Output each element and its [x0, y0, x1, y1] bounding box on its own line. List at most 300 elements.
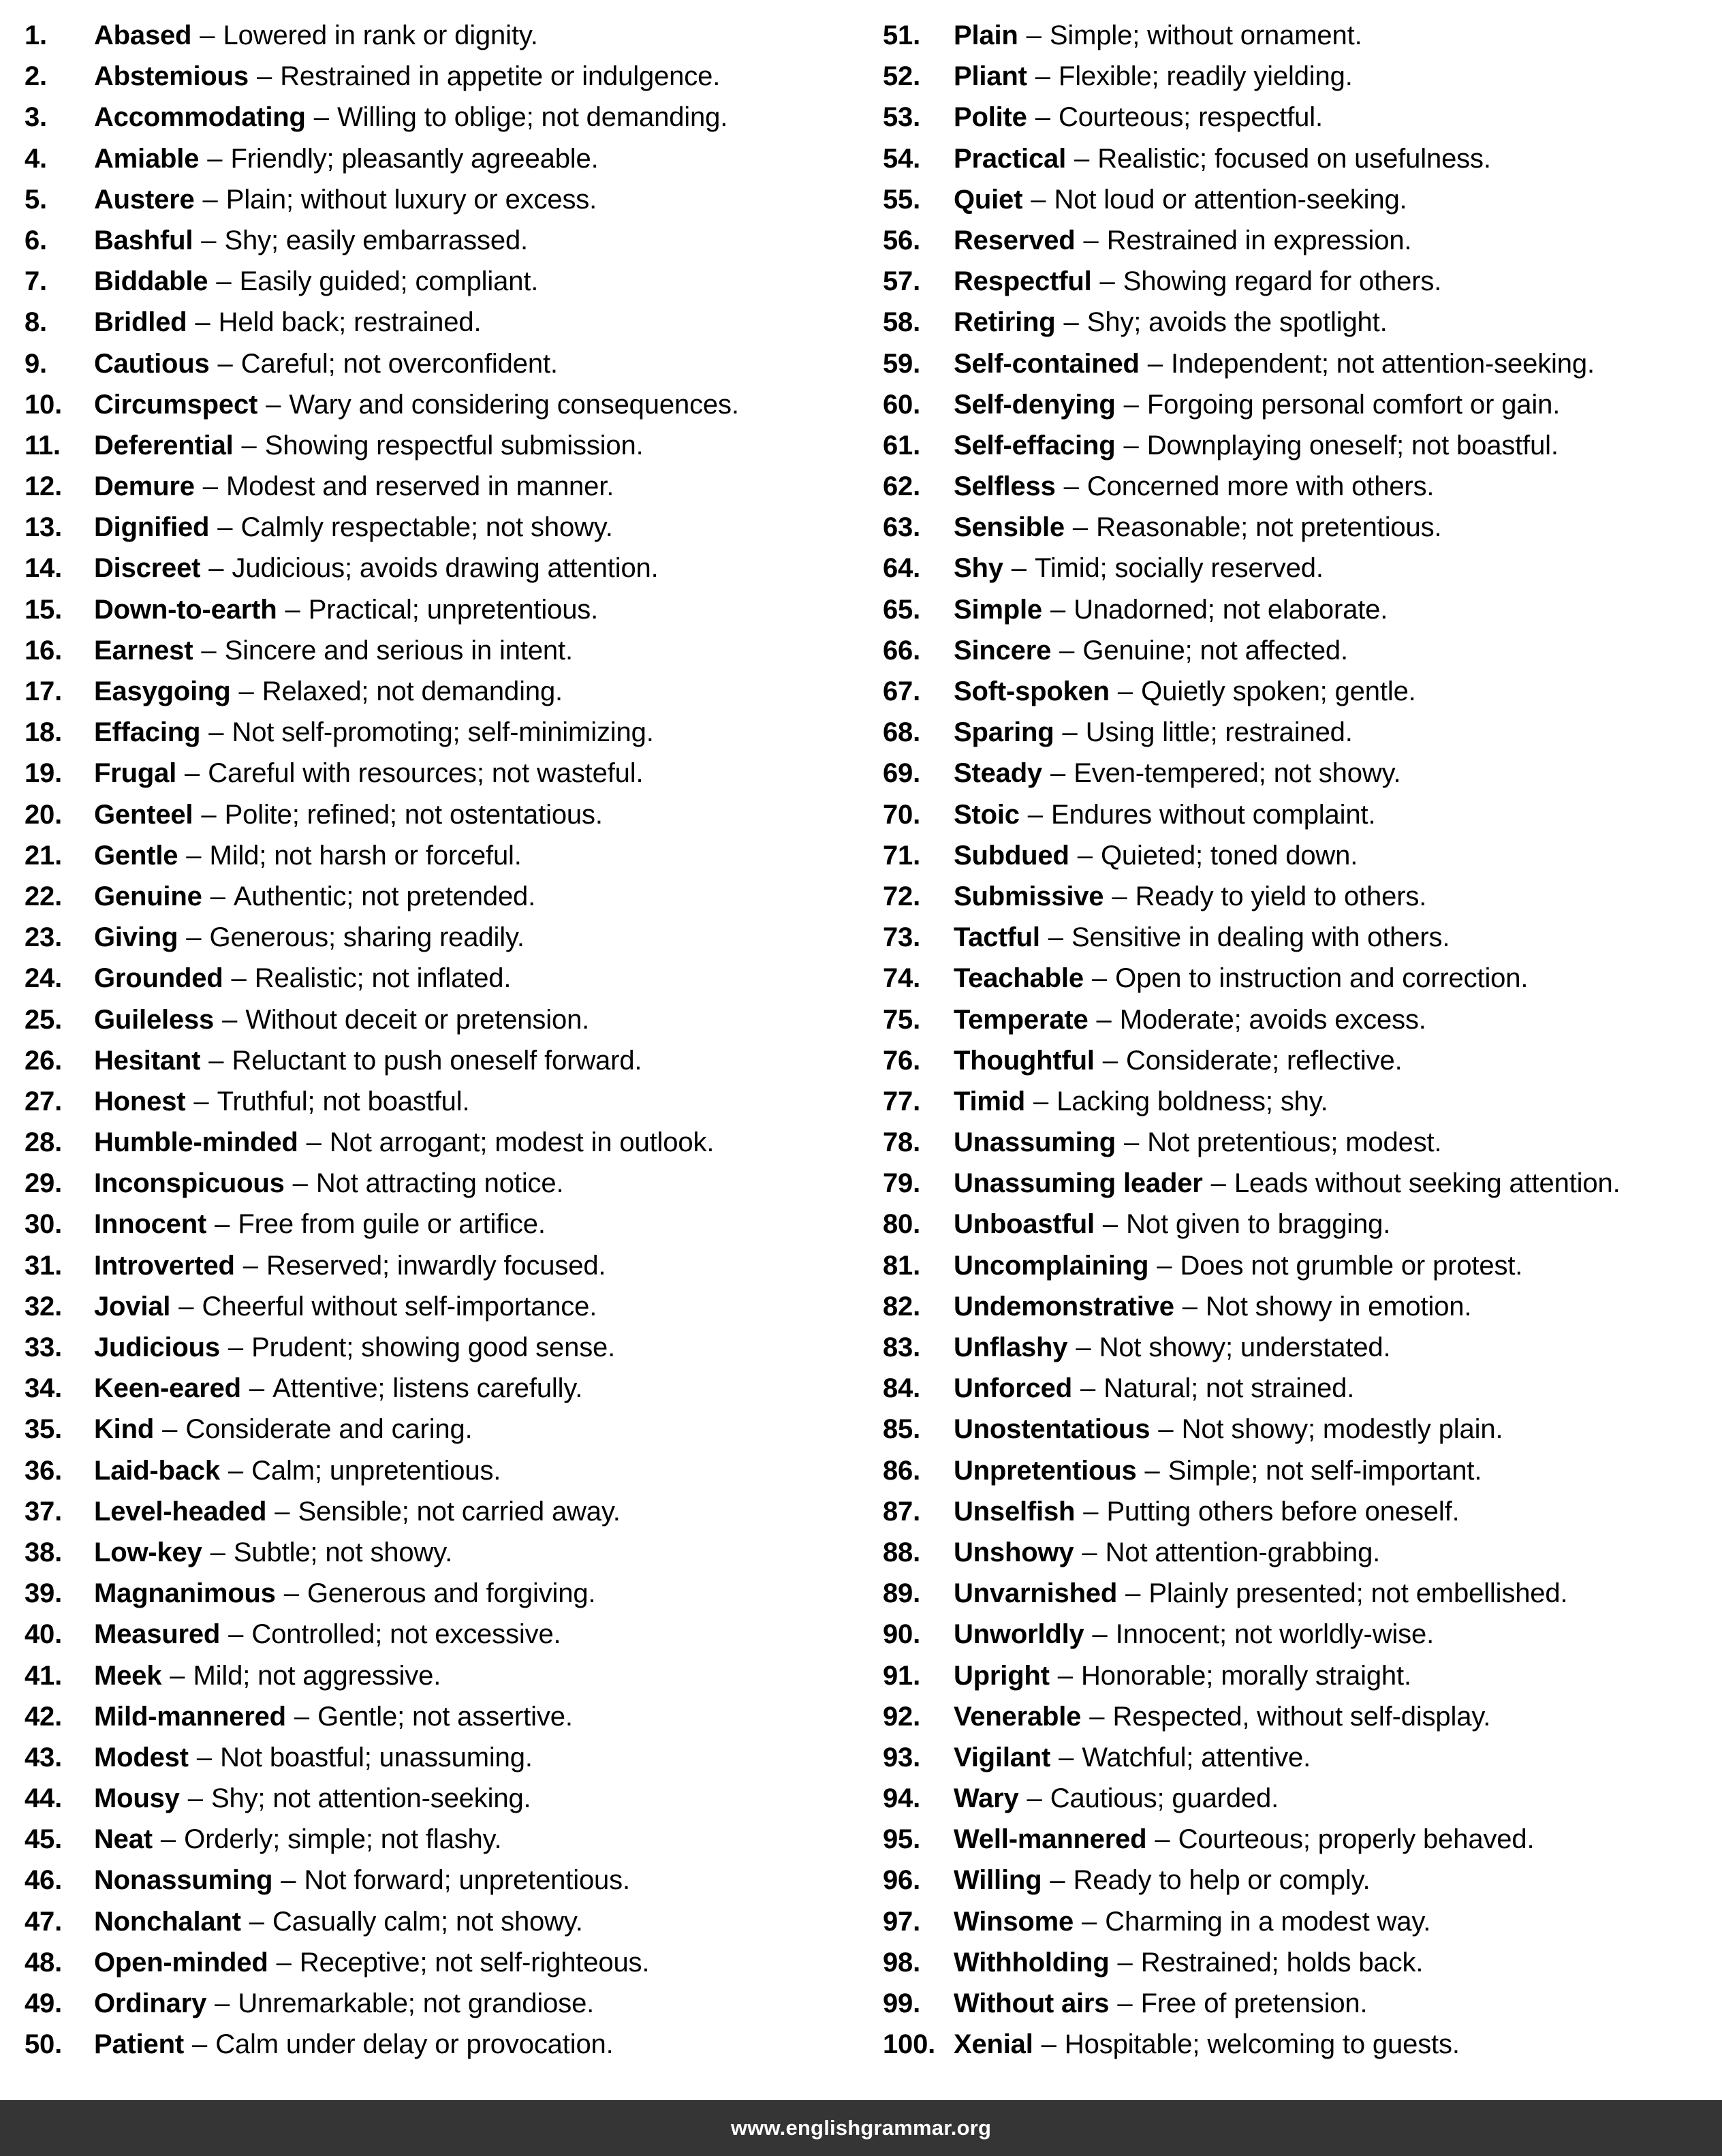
list-item-definition: Generous and forgiving. [307, 1578, 596, 1609]
list-item-separator: – [160, 1824, 176, 1855]
list-item-number: 81. [883, 1250, 921, 1281]
list-item-separator: – [1050, 758, 1066, 789]
list-item-separator: – [256, 61, 272, 92]
list-item-number: 13. [25, 512, 63, 543]
list-item-number: 84. [883, 1373, 921, 1404]
list-item-definition: Innocent; not worldly-wise. [1115, 1619, 1435, 1650]
list-item-term: Sensible [954, 512, 1065, 543]
list-item-separator: – [231, 963, 247, 994]
list-item-number: 28. [25, 1127, 63, 1158]
list-item-term: Deferential [94, 430, 234, 460]
list-item-term: Plain [954, 20, 1018, 50]
list-item-definition: Quieted; toned down. [1100, 840, 1358, 871]
list-item-definition: Cheerful without self-importance. [202, 1291, 597, 1322]
list-item-number: 24. [25, 963, 63, 994]
list-item-number: 78. [883, 1127, 921, 1158]
list-item-term: Introverted [94, 1250, 235, 1281]
list-item-term: Guileless [94, 1004, 215, 1035]
list-item-definition: Putting others before oneself. [1106, 1496, 1460, 1527]
list-item [883, 302, 1710, 343]
list-item-definition: Not self-promoting; self-minimizing. [232, 717, 654, 748]
list-item-definition: Simple; not self-important. [1168, 1455, 1482, 1486]
list-item-separator: – [1147, 348, 1163, 379]
list-item-number: 58. [883, 307, 921, 338]
list-item-separator: – [202, 184, 218, 215]
list-item-definition: Truthful; not boastful. [217, 1086, 470, 1116]
list-item-separator: – [1112, 881, 1127, 911]
list-item-term: Innocent [94, 1209, 207, 1240]
list-item-definition: Shy; easily embarrassed. [224, 225, 529, 255]
list-item-separator: – [1124, 1127, 1140, 1158]
list-item [25, 1204, 849, 1245]
list-item-number: 60. [883, 389, 921, 420]
list-item [883, 261, 1710, 302]
list-item-definition: Realistic; focused on usefulness. [1097, 143, 1491, 174]
list-item-term: Sincere [954, 635, 1052, 666]
list-item-separator: – [1041, 2029, 1056, 2060]
list-item-definition: Practical; unpretentious. [308, 594, 599, 625]
list-item-number: 44. [25, 1783, 63, 1814]
list-item-definition: Wary and considering consequences. [289, 389, 739, 420]
list-item-definition: Considerate and caring. [185, 1414, 473, 1445]
list-item-separator: – [241, 430, 257, 460]
list-item-term: Abstemious [94, 61, 249, 92]
list-item-term: Steady [954, 758, 1042, 789]
list-item-definition: Without deceit or pretension. [245, 1004, 590, 1035]
list-item [883, 630, 1710, 671]
list-item-number: 20. [25, 799, 63, 830]
list-item [883, 1655, 1710, 1696]
list-item-term: Vigilant [954, 1742, 1051, 1772]
list-item-definition: Even-tempered; not showy. [1074, 758, 1401, 789]
list-item-separator: – [202, 471, 218, 502]
list-item [25, 507, 849, 548]
list-item-term: Soft-spoken [954, 676, 1110, 706]
list-item [883, 1450, 1710, 1491]
list-item-definition: Not boastful; unassuming. [220, 1742, 533, 1772]
list-item-term: Unvarnished [954, 1578, 1118, 1609]
list-item-separator: – [1102, 1045, 1118, 1076]
list-item-separator: – [217, 348, 233, 379]
list-item-definition: Sensible; not carried away. [298, 1496, 621, 1527]
list-item-definition: Easily guided; compliant. [239, 266, 539, 297]
list-item-separator: – [1089, 1701, 1105, 1732]
list-item-separator: – [1072, 512, 1089, 543]
list-item-definition: Not showy; modestly plain. [1181, 1414, 1503, 1445]
list-item-term: Willing [954, 1865, 1042, 1896]
list-item-separator: – [208, 553, 224, 584]
list-item-definition: Attentive; listens carefully. [272, 1373, 583, 1404]
list-item [883, 56, 1710, 97]
list-item-number: 97. [883, 1906, 921, 1937]
list-item-definition: Free from guile or artifice. [238, 1209, 546, 1240]
page-footer [0, 2100, 1722, 2156]
list-item-separator: – [1125, 1578, 1141, 1609]
list-item-definition: Free of pretension. [1140, 1988, 1368, 2018]
list-item-separator: – [306, 1127, 322, 1158]
list-item [883, 466, 1710, 507]
list-item-term: Simple [954, 594, 1042, 625]
list-item [25, 1081, 849, 1122]
list-item [883, 179, 1710, 220]
list-item-number: 59. [883, 348, 921, 379]
list-item-term: Measured [94, 1619, 221, 1650]
list-item-term: Nonassuming [94, 1865, 273, 1896]
list-item-term: Without airs [954, 1988, 1110, 2018]
list-item-term: Genteel [94, 799, 193, 830]
list-item [25, 343, 849, 384]
footer-url: www.englishgrammar.org [730, 2116, 992, 2140]
list-item-separator: – [285, 594, 300, 625]
list-item [883, 15, 1710, 56]
list-item-definition: Restrained in appetite or indulgence. [280, 61, 721, 92]
list-item-number: 90. [883, 1619, 921, 1650]
list-item-term: Well-mannered [954, 1824, 1147, 1855]
list-item-number: 8. [25, 307, 47, 338]
list-item-definition: Ready to yield to others. [1135, 881, 1427, 911]
list-item-term: Pliant [954, 61, 1027, 92]
list-item-separator: – [1031, 184, 1046, 215]
list-item-definition: Not given to bragging. [1126, 1209, 1391, 1240]
list-item-separator: – [1026, 20, 1042, 50]
list-item-definition: Modest and reserved in manner. [226, 471, 614, 502]
list-item-separator: – [1027, 799, 1044, 830]
list-item [883, 548, 1710, 589]
list-item-number: 73. [883, 922, 921, 953]
list-item-term: Modest [94, 1742, 189, 1772]
list-item-number: 25. [25, 1004, 63, 1035]
list-item [883, 1614, 1710, 1655]
list-item-number: 53. [883, 102, 921, 133]
list-item-term: Stoic [954, 799, 1020, 830]
list-item-number: 66. [883, 635, 921, 666]
list-item [25, 1163, 849, 1204]
list-item-term: Respectful [954, 266, 1092, 297]
list-item-term: Submissive [954, 881, 1104, 911]
list-item [25, 220, 849, 261]
list-item [25, 425, 849, 466]
list-item-number: 14. [25, 553, 63, 584]
list-item-term: Open-minded [94, 1947, 268, 1978]
list-item-separator: – [276, 1947, 292, 1978]
list-item [883, 384, 1710, 425]
list-item-definition: Not showy in emotion. [1206, 1291, 1472, 1322]
list-item-separator: – [201, 225, 217, 255]
list-item-definition: Downplaying oneself; not boastful. [1146, 430, 1559, 460]
list-item-term: Unshowy [954, 1537, 1074, 1567]
list-item-number: 63. [883, 512, 921, 543]
list-item-separator: – [281, 1865, 296, 1896]
list-item [25, 917, 849, 958]
list-item-definition: Controlled; not excessive. [251, 1619, 561, 1650]
list-item-term: Temperate [954, 1004, 1089, 1035]
list-item-number: 88. [883, 1537, 921, 1567]
list-item-number: 86. [883, 1455, 921, 1486]
list-item-definition: Receptive; not self-righteous. [299, 1947, 650, 1978]
list-item-number: 69. [883, 758, 921, 789]
list-item-definition: Quietly spoken; gentle. [1141, 676, 1416, 706]
list-item-separator: – [187, 1783, 203, 1814]
right-column [861, 15, 1722, 2100]
list-item-separator: – [1059, 1742, 1074, 1772]
list-item-term: Humble-minded [94, 1127, 298, 1158]
list-item-term: Amiable [94, 143, 200, 174]
list-item [25, 384, 849, 425]
list-item [25, 1614, 849, 1655]
list-item-separator: – [1158, 1414, 1174, 1445]
list-item [25, 1860, 849, 1901]
list-item-definition: Not showy; understated. [1099, 1332, 1391, 1362]
list-item-term: Polite [954, 102, 1027, 133]
list-item-separator: – [208, 717, 224, 748]
list-item [883, 1696, 1710, 1737]
list-item [25, 466, 849, 507]
list-item [25, 1573, 849, 1614]
list-item [883, 220, 1710, 261]
list-item-definition: Plainly presented; not embellished. [1148, 1578, 1568, 1609]
list-item-term: Abased [94, 20, 192, 50]
list-item-number: 18. [25, 717, 63, 748]
list-item-number: 19. [25, 758, 63, 789]
list-item-number: 30. [25, 1209, 63, 1240]
list-item-number: 82. [883, 1291, 921, 1322]
list-item-definition: Subtle; not showy. [233, 1537, 453, 1567]
list-item [883, 589, 1710, 630]
list-item-definition: Mild; not harsh or forceful. [209, 840, 522, 871]
list-item-definition: Leads without seeking attention. [1234, 1168, 1621, 1199]
list-item-number: 96. [883, 1865, 921, 1896]
list-item-definition: Forgoing personal comfort or gain. [1146, 389, 1561, 420]
list-item-separator: – [228, 1455, 244, 1486]
list-item-number: 9. [25, 348, 47, 379]
list-item-number: 70. [883, 799, 921, 830]
list-item [25, 302, 849, 343]
list-item-term: Judicious [94, 1332, 220, 1362]
list-item-separator: – [170, 1660, 185, 1691]
list-item-term: Unassuming leader [954, 1168, 1203, 1199]
list-item-definition: Showing respectful submission. [264, 430, 644, 460]
list-item-number: 34. [25, 1373, 63, 1404]
list-item-term: Hesitant [94, 1045, 201, 1076]
list-item-definition: Not attention-grabbing. [1105, 1537, 1381, 1567]
list-item-definition: Moderate; avoids excess. [1119, 1004, 1426, 1035]
list-item-separator: – [210, 1537, 225, 1567]
list-item-number: 21. [25, 840, 63, 871]
list-item-separator: – [215, 1209, 230, 1240]
list-item [883, 1122, 1710, 1163]
list-item-number: 46. [25, 1865, 63, 1896]
list-item-number: 51. [883, 20, 921, 50]
list-item-number: 93. [883, 1742, 921, 1772]
list-item-term: Retiring [954, 307, 1056, 338]
list-item [25, 1737, 849, 1778]
list-item-term: Nonchalant [94, 1906, 241, 1937]
list-item-term: Quiet [954, 184, 1023, 215]
list-item [883, 1819, 1710, 1860]
list-item-number: 54. [883, 143, 921, 174]
list-item-separator: – [1027, 1783, 1042, 1814]
list-item-number: 79. [883, 1168, 921, 1199]
list-item-term: Kind [94, 1414, 155, 1445]
list-item-number: 16. [25, 635, 63, 666]
list-item [883, 1081, 1710, 1122]
list-item-number: 22. [25, 881, 63, 911]
list-item [25, 1942, 849, 1983]
list-item-number: 6. [25, 225, 47, 255]
list-item-term: Keen-eared [94, 1373, 241, 1404]
list-item-number: 41. [25, 1660, 63, 1691]
list-item [25, 876, 849, 917]
list-item-term: Subdued [954, 840, 1069, 871]
list-item-separator: – [208, 1045, 224, 1076]
list-item-term: Selfless [954, 471, 1056, 502]
list-item-separator: – [1083, 225, 1099, 255]
list-item-separator: – [1063, 307, 1079, 338]
list-item [25, 671, 849, 712]
list-item-number: 74. [883, 963, 921, 994]
list-item-definition: Not forward; unpretentious. [304, 1865, 630, 1896]
list-item-definition: Relaxed; not demanding. [262, 676, 563, 706]
list-item-term: Biddable [94, 266, 208, 297]
list-item [25, 999, 849, 1040]
list-item-separator: – [238, 676, 254, 706]
list-item-definition: Lacking boldness; shy. [1056, 1086, 1328, 1116]
list-item [25, 56, 849, 97]
list-item-separator: – [1123, 430, 1139, 460]
list-item-term: Self-denying [954, 389, 1116, 420]
list-item-separator: – [193, 1086, 209, 1116]
list-item-definition: Lowered in rank or dignity. [223, 20, 538, 50]
list-item-separator: – [1123, 389, 1139, 420]
list-item-term: Winsome [954, 1906, 1074, 1937]
list-item-definition: Watchful; attentive. [1082, 1742, 1311, 1772]
list-item-term: Shy [954, 553, 1003, 584]
list-item-definition: Natural; not strained. [1103, 1373, 1355, 1404]
list-item-definition: Restrained; holds back. [1140, 1947, 1424, 1978]
list-item-number: 37. [25, 1496, 63, 1527]
list-item-number: 10. [25, 389, 63, 420]
list-item-definition: Sensitive in dealing with others. [1071, 922, 1450, 953]
list-item-term: Discreet [94, 553, 201, 584]
list-item-number: 55. [883, 184, 921, 215]
list-item-term: Accommodating [94, 102, 306, 133]
list-item-term: Withholding [954, 1947, 1110, 1978]
list-item-term: Self-effacing [954, 430, 1116, 460]
list-item-separator: – [215, 1988, 230, 2018]
list-item-separator: – [216, 266, 232, 297]
list-item-definition: Calm; unpretentious. [251, 1455, 501, 1486]
list-item-definition: Simple; without ornament. [1049, 20, 1362, 50]
list-item [883, 1860, 1710, 1901]
list-item-term: Xenial [954, 2029, 1033, 2060]
list-item-definition: Not attracting notice. [315, 1168, 564, 1199]
list-item-number: 92. [883, 1701, 921, 1732]
list-item-separator: – [201, 799, 217, 830]
list-item-number: 67. [883, 676, 921, 706]
list-item-term: Uncomplaining [954, 1250, 1149, 1281]
list-item-number: 45. [25, 1824, 63, 1855]
list-item [25, 1450, 849, 1491]
list-item-definition: Concerned more with others. [1086, 471, 1435, 502]
list-item-term: Sparing [954, 717, 1054, 748]
list-item [883, 1532, 1710, 1573]
list-item-number: 75. [883, 1004, 921, 1035]
list-item [883, 794, 1710, 835]
list-item [25, 1983, 849, 2024]
list-item-number: 4. [25, 143, 47, 174]
list-item-separator: – [222, 1004, 238, 1035]
list-item [25, 712, 849, 753]
list-item-term: Easygoing [94, 676, 231, 706]
list-item-number: 26. [25, 1045, 63, 1076]
list-item [883, 425, 1710, 466]
list-item-definition: Generous; sharing readily. [209, 922, 525, 953]
list-item-separator: – [185, 758, 200, 789]
list-item-term: Honest [94, 1086, 186, 1116]
list-item [25, 589, 849, 630]
list-item-definition: Gentle; not assertive. [317, 1701, 573, 1732]
list-item-definition: Shy; not attention-seeking. [210, 1783, 531, 1814]
list-item-definition: Not loud or attention-seeking. [1054, 184, 1407, 215]
list-item-separator: – [1048, 922, 1063, 953]
list-item-definition: Considerate; reflective. [1126, 1045, 1403, 1076]
list-item-term: Earnest [94, 635, 193, 666]
list-item-number: 48. [25, 1947, 63, 1978]
list-item [25, 630, 849, 671]
list-item-separator: – [217, 512, 233, 543]
list-item [883, 1327, 1710, 1368]
list-item-number: 50. [25, 2029, 63, 2060]
list-item-number: 27. [25, 1086, 63, 1116]
list-item-separator: – [210, 881, 225, 911]
list-item-definition: Ready to help or comply. [1073, 1865, 1371, 1896]
list-item [25, 1778, 849, 1819]
list-item-separator: – [1117, 676, 1133, 706]
list-item-definition: Held back; restrained. [218, 307, 482, 338]
list-item-separator: – [1117, 1988, 1133, 2018]
list-item-separator: – [191, 2029, 208, 2060]
list-item-separator: – [1091, 963, 1108, 994]
list-item-number: 61. [883, 430, 921, 460]
list-item [25, 835, 849, 876]
list-item-term: Magnanimous [94, 1578, 276, 1609]
list-item-definition: Charming in a modest way. [1105, 1906, 1431, 1937]
list-item-separator: – [207, 143, 223, 174]
list-item-term: Tactful [954, 922, 1040, 953]
list-item [25, 753, 849, 794]
list-item [25, 261, 849, 302]
list-item-number: 17. [25, 676, 63, 706]
list-item [25, 1655, 849, 1696]
list-item-definition: Careful with resources; not wasteful. [208, 758, 644, 789]
list-item [883, 753, 1710, 794]
list-item-separator: – [1050, 1865, 1065, 1896]
list-item-term: Bridled [94, 307, 187, 338]
list-item-definition: Courteous; properly behaved. [1178, 1824, 1535, 1855]
list-item-number: 100. [883, 2029, 936, 2060]
list-item-separator: – [1080, 1373, 1096, 1404]
list-item-separator: – [242, 1250, 258, 1281]
list-item-term: Giving [94, 922, 178, 953]
list-item [25, 794, 849, 835]
list-item-term: Practical [954, 143, 1066, 174]
list-item-definition: Endures without complaint. [1051, 799, 1376, 830]
list-item-definition: Sincere and serious in intent. [224, 635, 573, 666]
list-item-definition: Mild; not aggressive. [193, 1660, 441, 1691]
list-item [883, 1737, 1710, 1778]
list-item-term: Timid [954, 1086, 1025, 1116]
list-item-term: Inconspicuous [94, 1168, 285, 1199]
